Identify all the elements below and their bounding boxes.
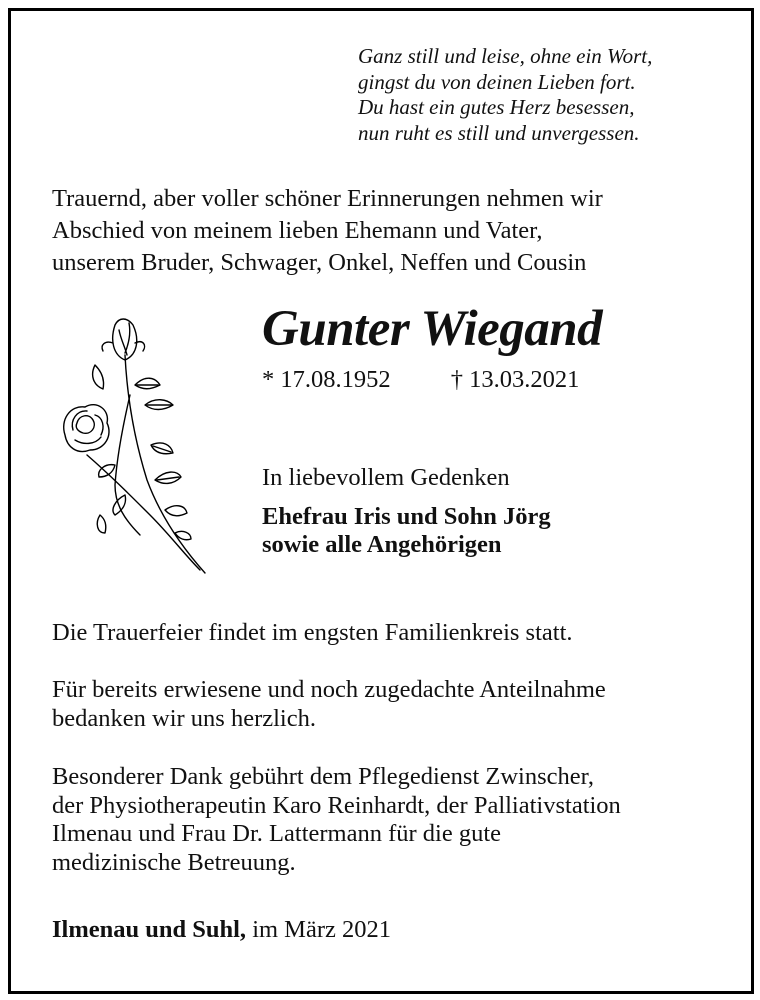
signature-places: Ilmenau und Suhl, xyxy=(52,916,247,943)
birth-date: * 17.08.1952 xyxy=(262,366,391,393)
signature-date: im März 2021 xyxy=(252,916,391,943)
mourner-line: Ehefrau Iris und Sohn Jörg xyxy=(262,503,551,530)
intro-text xyxy=(52,183,732,279)
deceased-name: Gunter Wiegand xyxy=(262,301,603,357)
special-thanks-line: der Physiotherapeutin Karo Reinhardt, der Palliativstation xyxy=(52,791,621,819)
special-thanks-note xyxy=(52,763,742,877)
death-date: † 13.03.2021 xyxy=(450,366,580,393)
poem-line: Ganz still und leise, ohne ein Wort, xyxy=(358,44,653,68)
poem xyxy=(358,44,738,146)
ceremony-note xyxy=(52,619,742,648)
thanks-line: bedanken wir uns herzlich. xyxy=(52,704,316,732)
poem-line: gingst du von deinen Lieben fort. xyxy=(358,69,636,94)
special-thanks-line: Ilmenau und Frau Dr. Lattermann für die gute xyxy=(52,820,502,847)
thanks-line: Für bereits erwiesene und noch zugedachte Anteilnahme xyxy=(52,676,606,703)
signature xyxy=(52,916,391,944)
mourner-line: sowie alle Angehörigen xyxy=(262,531,502,558)
life-dates xyxy=(262,366,579,394)
intro-line: Trauernd, aber voller schöner Erinnerungen nehmen wir xyxy=(52,185,603,212)
mourners xyxy=(262,503,551,559)
memorial-line: In liebevollem Gedenken xyxy=(262,464,510,491)
poem-line: nun ruht es still und unvergessen. xyxy=(358,120,640,145)
thanks-note xyxy=(52,676,742,733)
intro-line: unserem Bruder, Schwager, Onkel, Neffen und Cousin xyxy=(52,249,587,276)
special-thanks-line: Besonderer Dank gebührt dem Pflegedienst Zwinscher, xyxy=(52,763,594,790)
ceremony-line: Die Trauerfeier findet im engsten Familienkreis statt. xyxy=(52,619,573,646)
special-thanks-line: medizinische Betreuung. xyxy=(52,848,296,876)
poem-line: Du hast ein gutes Herz besessen, xyxy=(358,95,635,119)
rose-icon xyxy=(55,305,215,580)
intro-line: Abschied von meinem lieben Ehemann und Vater, xyxy=(52,217,543,244)
